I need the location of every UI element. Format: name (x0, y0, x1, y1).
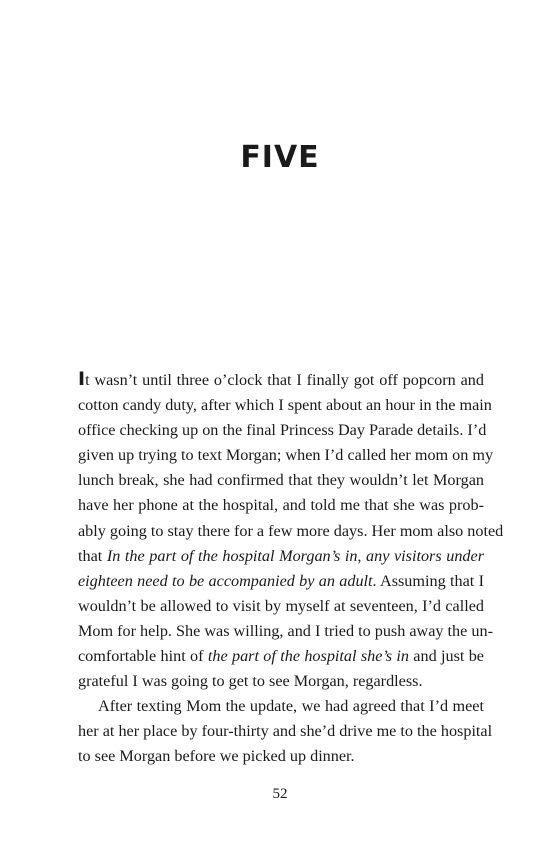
text-line (78, 519, 504, 544)
text-line (78, 443, 494, 468)
paragraph (78, 367, 504, 694)
paragraph-container (78, 367, 504, 770)
text-segment: to see Morgan before we picked up dinner. (78, 747, 355, 766)
italic-text: the part of the hospital she’s in (207, 647, 409, 666)
text-segment: that (78, 546, 107, 565)
body-text (78, 367, 504, 770)
chapter-title: FIVE (240, 140, 320, 175)
text-segment: and just be (408, 647, 484, 666)
text-segment: comfortable hint of (78, 647, 208, 666)
text-line (78, 367, 484, 393)
italic-text: eighteen need to be accompanied by an adult (78, 571, 373, 590)
drop-cap: I (78, 368, 86, 390)
text-segment: cotton candy duty, after which I spent about an hour in the main (78, 396, 492, 415)
paragraph (78, 694, 493, 769)
page-number: 52 (272, 786, 288, 802)
text-segment: have her phone at the hospital, and told me that she was prob- (78, 496, 484, 515)
text-line (78, 493, 484, 518)
italic-text: In the part of the hospital Morgan’s in, any visitors under (106, 546, 484, 565)
text-line (78, 694, 484, 719)
text-line (78, 468, 484, 493)
text-segment: wouldn’t be allowed to visit by myself at seventeen, I’d called (78, 596, 484, 615)
text-line (78, 594, 484, 619)
text-line (78, 744, 484, 769)
text-segment: office checking up on the final Princess Day Parade details. I’d (78, 421, 487, 440)
text-line (78, 418, 487, 443)
text-segment: grateful I was going to get to see Morgan, regardless. (78, 672, 423, 691)
text-segment: lunch break, she had confirmed that they wouldn’t let Morgan (78, 471, 484, 490)
text-segment: . Assuming that I (372, 571, 484, 590)
text-line (78, 544, 484, 569)
text-line (78, 619, 493, 644)
text-segment: ably going to stay there for a few more days. Her mom also noted (78, 521, 504, 540)
text-segment: Mom for help. She was willing, and I tried to push away the un- (78, 621, 493, 640)
text-segment: t wasn’t until three o’clock that I finally got off popcorn and (85, 371, 484, 389)
text-segment: her at her place by four-thirty and she’d drive me to the hospital (78, 722, 493, 741)
text-line (78, 569, 484, 594)
text-segment: After texting Mom the update, we had agreed that I’d meet (98, 697, 484, 716)
text-line (78, 393, 492, 418)
text-segment: given up trying to text Morgan; when I’d called her mom on my (78, 446, 494, 465)
text-line (78, 644, 484, 669)
text-line (78, 669, 484, 694)
text-line (78, 719, 493, 744)
